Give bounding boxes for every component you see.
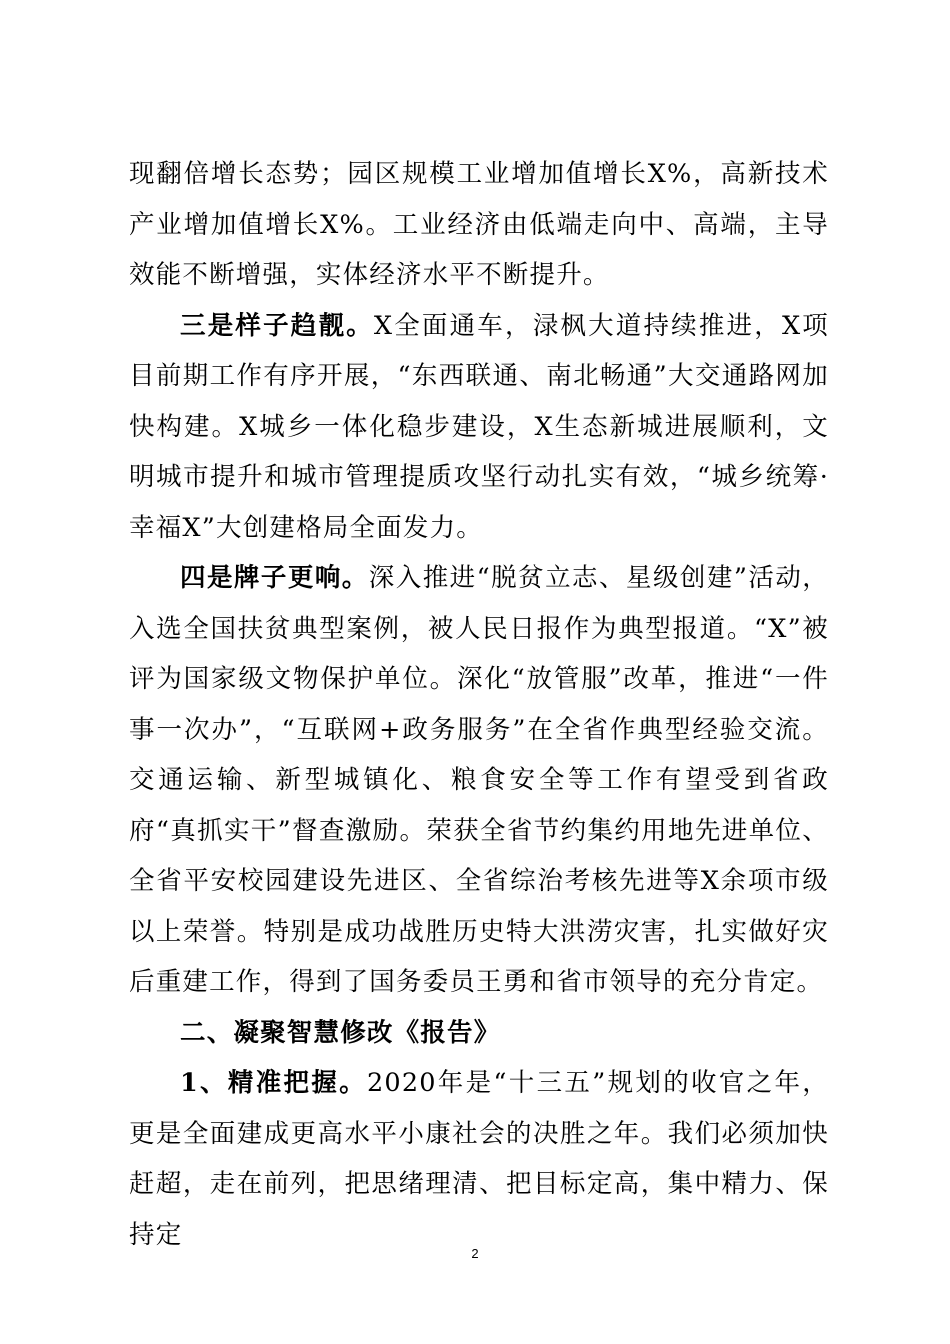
paragraph-lead: 三是样子趋靓。 xyxy=(180,310,374,341)
section-heading: 二、凝聚智慧修改《报告》 xyxy=(180,1017,501,1048)
paragraph-body: 现翻倍增长态势；园区规模工业增加值增长X%，高新技术产业增加值增长X%。工业经济由低端走向中、高端，主导效能不断增强，实体经济水平不断提升。 xyxy=(129,159,829,290)
paragraph-point-three xyxy=(129,301,829,554)
paragraph-body: 深入推进“脱贫立志、星级创建”活动，入选全国扶贫典型案例，被人民日报作为典型报道。“X”被评为国家级文物保护单位。深化“放管服”改革，推进“一件事一次办”，“互联网+政务服务”在全省作典型经验交流。交通运输、新型城镇化、粮食安全等工作有望受到省政府“真抓实干”督查激励。荣获全省节约集约用地先进单位、全省平安校园建设先进区、全省综治考核先进等X余项市级以上荣誉。特别是成功战胜历史特大洪涝灾害，扎实做好灾后重建工作，得到了国务委员王勇和省市领导的充分肯定。 xyxy=(129,563,829,997)
page-number: 2 xyxy=(471,1246,479,1261)
paragraph-point-four xyxy=(129,553,829,1008)
paragraph-body: X全面通车，渌枫大道持续推进，X项目前期工作有序开展，“东西联通、南北畅通”大交通路网加快构建。X城乡一体化稳步建设，X生态新城进展顺利，文明城市提升和城市管理提质攻坚行动扎实有效，“城乡统筹·幸福X”大创建格局全面发力。 xyxy=(129,310,829,543)
paragraph-continuation xyxy=(129,149,829,301)
paragraph-body: 2020年是“十三五”规划的收官之年，更是全面建成更高水平小康社会的决胜之年。我们必须加快赶超，走在前列，把思绪理清、把目标定高，集中精力、保持定 xyxy=(129,1068,829,1250)
document-body xyxy=(129,149,829,1260)
paragraph-lead: 四是牌子更响。 xyxy=(180,563,369,593)
paragraph-lead: 1、精准把握。 xyxy=(180,1068,367,1098)
paragraph-precise-grasp xyxy=(129,1058,829,1260)
